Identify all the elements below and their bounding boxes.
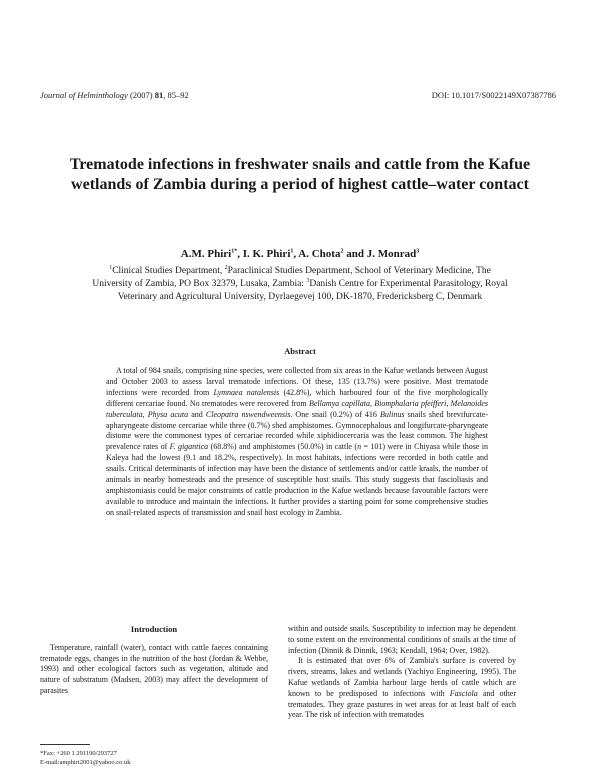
author-affil-marker: 3 — [416, 248, 420, 255]
affil-marker: 2 — [224, 264, 228, 271]
body-text: It is estimated that over 6% of Zambia's surface is covered by rivers, streams, lakes and wetlands (Yachiyo Engineering, 1995). The Kafue wetlands of Zambia harbour large herds of cattle which are known to be predisposed to infections with — [288, 656, 516, 698]
body-paragraph — [288, 656, 516, 721]
journal-pages: , 85–92 — [163, 90, 189, 100]
journal-name: Journal of Helminthology — [40, 90, 128, 100]
journal-citation — [40, 90, 189, 100]
abstract-text: and — [188, 409, 206, 419]
species-name: Bellamya capillata, Biomphalaria pfeifferi, Melanoides tuberculata, Physa acuta — [106, 398, 488, 419]
author-affil-marker: 1* — [231, 248, 238, 255]
abstract-text: (68.8%) and amphistomes (50.0%) in cattle ( — [208, 442, 358, 452]
affil-text: Danish Centre for Experimental Parasitology, Royal Veterinary and Agricultural University, Dyrlaegevej 100, DK-1870, Fredericksberg C, Denmark — [117, 279, 508, 303]
abstract-paragraph — [106, 366, 488, 519]
corresponding-author-footnote — [40, 750, 268, 767]
intro-right-column — [288, 624, 516, 721]
author-separator: , — [237, 248, 243, 260]
doi: DOI: 10.1017/S0022149X07387786 — [431, 90, 556, 100]
author-name: A. Chota — [298, 248, 341, 260]
author-separator: and — [343, 248, 367, 260]
species-name: Lymnaea natalensis — [213, 387, 280, 397]
introduction-heading: Introduction — [130, 624, 178, 634]
author-name: J. Monrad — [366, 248, 417, 260]
body-paragraph: Temperature, rainfall (water), contact with cattle faeces containing trematode eggs, changes in the nutrition of the host (Jordan & Webbe, 1993) and other ecological factors such as vegetation, altitude and nature of substratum (Madsen, 2003) may affect the development of parasites — [40, 642, 268, 695]
article-title: Trematode infections in freshwater snails and cattle from the Kafue wetlands of Zambia during a period of highest cattle–water contact — [69, 156, 531, 193]
abstract-text: snails shed brevifurcate-apharyngeate distome cercariae while three (0.7%) shed amphistomes. Gymnocephalous and longifurcate-pharyngeate distome were the commonest types of cercariae recorded while xiphidiocercaria was the least common. The highest prevalence rates of — [106, 409, 488, 452]
journal-year: (2007) — [129, 90, 153, 100]
abstract-text: = 101) were in Chiyasa while those in Kaleya had the lowest (9.1 and 18.2%, respectively). In most habitats, infections were recorded in both cattle and snails. Critical determinants of infection may have been the distance of settlements and/or cattle kraals, the number of animals in nearby homesteads and the presence of susceptible host snails. This study suggests that fascioliasis and amphistomiasis could be major constraints of cattle production in the Kafue wetlands because favourable factors were available to introduce and maintain the infections. It further provides a starting point for some comprehensive studies on snail-related aspects of transmission and snail host ecology in Zambia. — [106, 442, 489, 517]
affil-text: Paraclinical Studies Department, School of Veterinary Medicine, The University of Zambia, PO Box 32379, Lusaka, Zambia: — [92, 266, 491, 290]
author-separator: , — [293, 248, 299, 260]
abstract-text: . One snail (0.2%) of 416 — [290, 409, 381, 419]
body-paragraph: within and outside snails. Susceptibility to infection may be dependent to some extent on the environmental conditions of snails at the time of infection (Dinnik & Dinnik, 1963; Kendall, 1964; Over, 1982). — [288, 624, 516, 655]
species-name: Cleopatra nswendweensis — [205, 409, 291, 419]
body-text: and other trematodes. They graze pastures in wet areas for at least half of each year. The risk of infection with trematodes — [288, 688, 516, 720]
author-name: I. K. Phiri — [242, 248, 291, 260]
affil-text: Clinical Studies Department, — [112, 266, 225, 276]
species-name: Bulinus — [380, 409, 405, 419]
abstract-body — [106, 366, 488, 519]
affil-marker: 1 — [109, 264, 113, 271]
intro-left-column — [40, 624, 268, 697]
abstract-heading: Abstract — [284, 346, 316, 356]
author-affil-marker: 2 — [340, 248, 344, 255]
species-name: F. gigantica — [169, 442, 209, 452]
fax-line: *Fax: +260 1 291190/293727 — [40, 750, 117, 757]
journal-volume: 81 — [154, 90, 164, 100]
author-affil-marker: 1 — [290, 248, 294, 255]
genus-name: Fasciola — [449, 688, 478, 698]
abstract-text: (42.8%), which harboured four of the five morphologically different cercariae found. No trematodes were recovered from — [106, 387, 488, 408]
footnote-divider — [40, 744, 90, 745]
affiliations — [92, 265, 508, 305]
email-line: E-mail:amphiri2001@yahoo.co.uk — [40, 758, 131, 766]
author-name: A.M. Phiri — [180, 248, 232, 260]
affil-marker: 3 — [306, 278, 310, 285]
abstract-text: A total of 984 snails, comprising nine species, were collected from six areas in the Kafue wetlands between August and October 2003 to assess larval trematode infections. Of these, 135 (13.7%) were positive. Most trematode infections were recorded from — [106, 366, 488, 397]
author-list — [60, 248, 540, 260]
sample-size-symbol: n — [357, 442, 362, 452]
